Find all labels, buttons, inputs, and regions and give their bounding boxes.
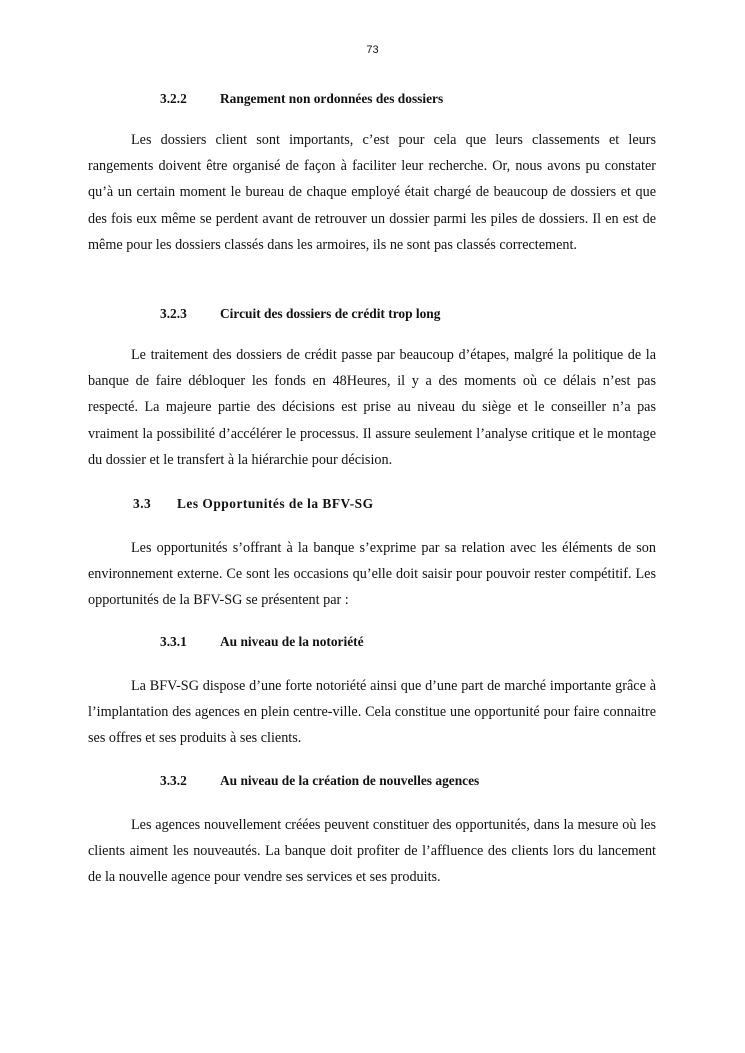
section-number: 3.3.2 [160, 773, 187, 788]
page-number: 73 [366, 44, 379, 56]
paragraph-3-3-1: La BFV-SG dispose d’une forte notoriété ainsi que d’une part de marché importante grâce à l’implantation des agences en plein centre-ville. Cela constitue une opportunité pour faire connaitre ses offres et ses produits à ses clients. [88, 678, 656, 747]
paragraph-3-3: Les opportunités s’offrant à la banque s’exprime par sa relation avec les éléments de son environnement externe. Ce sont les occasions qu’elle doit saisir pour pouvoir rester compétitif. Les opportunités de la BFV-SG se présentent par : [88, 540, 656, 609]
section-title: Au niveau de la création de nouvelles agences [220, 773, 480, 788]
section-number: 3.2.2 [160, 91, 187, 106]
paragraph-3-3-2: Les agences nouvellement créées peuvent constituer des opportunités, dans la mesure où les clients aiment les nouveautés. La banque doit profiter de l’affluence des clients lors du lancement de la nouvelle agence pour vendre ses services et ses produits. [88, 817, 656, 886]
paragraph-3-2-3: Le traitement des dossiers de crédit passe par beaucoup d’étapes, malgré la politique de la banque de faire débloquer les fonds en 48Heures, il y a des moments où ce délais n’est pas respecté. La majeure partie des décisions est prise au niveau du siège et le conseiller n’a pas vraiment la possibilité d’accélérer le processus. Il assure seulement l’analyse critique et le montage du dossier et le transfert à la hiérarchie pour décision. [88, 347, 656, 468]
section-title: Circuit des dossiers de crédit trop long [220, 306, 441, 321]
section-number: 3.3 [133, 496, 152, 511]
section-title: Rangement non ordonnées des dossiers [220, 91, 444, 106]
section-title: Au niveau de la notoriété [220, 634, 364, 649]
section-title: Les Opportunités de la BFV-SG [177, 496, 374, 511]
paragraph-3-2-2: Les dossiers client sont importants, c’est pour cela que leurs classements et leurs rangements doivent être organisé de façon à faciliter leur recherche. Or, nous avons pu constater qu’à un certain moment le bureau de chaque employé était chargé de beaucoup de dossiers et que des fois eux même se perdent avant de retrouver un dossier parmi les piles de dossiers. Il en est de même pour les dossiers classés dans les armoires, ils ne sont pas classés correctement. [88, 132, 656, 253]
section-number: 3.2.3 [160, 306, 187, 321]
section-number: 3.3.1 [160, 634, 187, 649]
